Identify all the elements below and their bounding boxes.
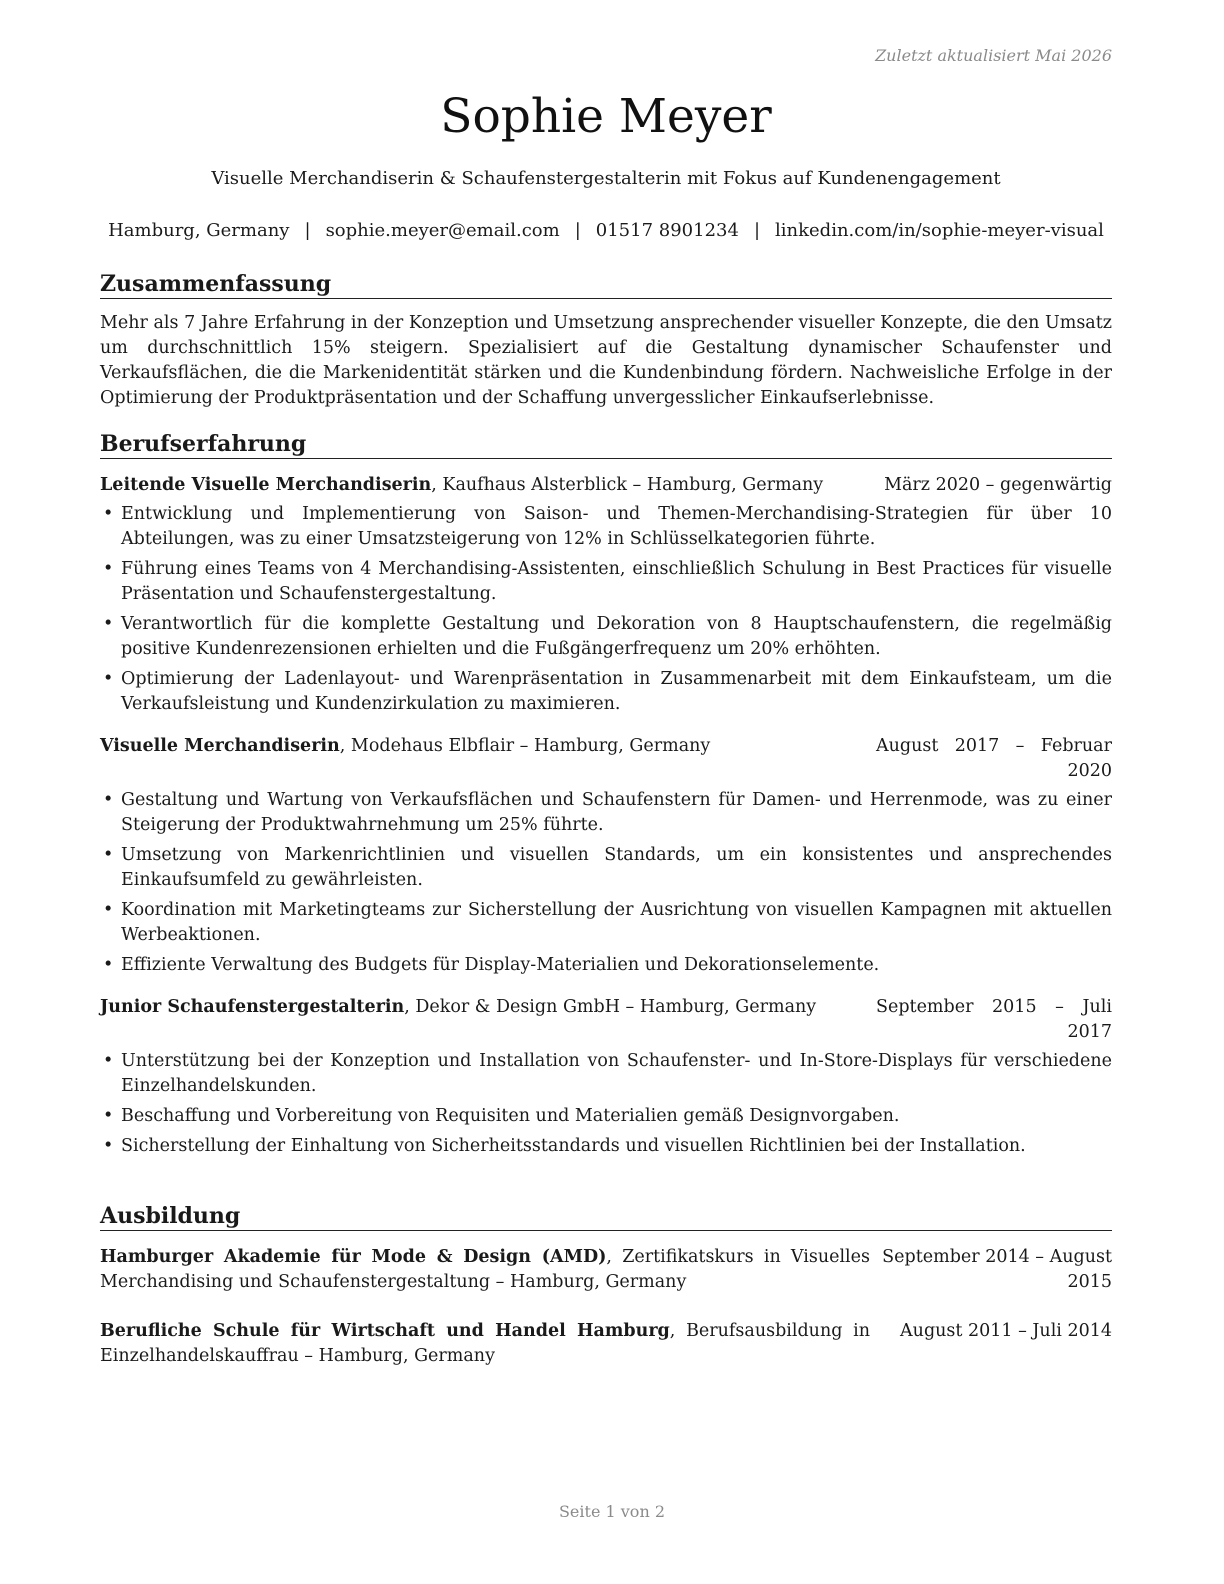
job-dates: August 2017 – Februar 2020 — [876, 736, 1112, 781]
education-institution: Hamburger Akademie für Mode & Design (AMD) — [100, 1247, 607, 1267]
contact-line — [100, 220, 1112, 241]
list-item: • Entwicklung und Implementierung von Saison- und Themen-Merchandising-Strategien für über 10 Abteilungen, was zu einer Umsatzsteigerung von 12% in Schlüsselkategorien führte. — [103, 504, 1112, 549]
list-item: • Führung eines Teams von 4 Merchandising-Assistenten, einschließlich Schulung in Best Practices für visuelle Präsentation und Schaufenstergestaltung. — [103, 559, 1112, 604]
education-dates: September 2014 – August 2015 — [882, 1247, 1112, 1292]
job-entry — [100, 734, 1112, 978]
contact-location: Hamburg, Germany — [108, 220, 290, 241]
job-bullets — [100, 1049, 1112, 1159]
summary-heading: Zusammenfassung — [100, 270, 1112, 299]
job-bullets — [100, 502, 1112, 717]
list-item: • Sicherstellung der Einhaltung von Sicherheitsstandards und visuellen Richtlinien bei der Installation. — [100, 1134, 1112, 1159]
list-item: • Unterstützung bei der Konzeption und Installation von Schaufenster- und In-Store-Displays für verschiedene Einzelhandelskunden. — [103, 1051, 1112, 1096]
candidate-name: Sophie Meyer — [440, 89, 772, 144]
job-title: Visuelle Merchandiserin — [100, 736, 340, 756]
contact-phone: 01517 8901234 — [595, 220, 739, 241]
job-title: Junior Schaufenstergestalterin — [100, 997, 405, 1017]
job-entry — [100, 995, 1112, 1159]
job-header — [100, 473, 1112, 498]
education-detail: , Berufsausbildung in Einzelhandelskauffrau – Hamburg, Germany — [100, 1321, 870, 1366]
list-item: • Verantwortlich für die komplette Gestaltung und Dekoration von 8 Hauptschaufenstern, die regelmäßig positive Kundenrezensionen erhielten und die Fußgängerfrequenz um 20% erhöhten. — [103, 614, 1112, 659]
contact-email[interactable]: sophie.meyer@email.com — [325, 220, 560, 241]
education-entry — [100, 1245, 1112, 1295]
list-item: • Effiziente Verwaltung des Budgets für Display-Materialien und Dekorationselemente. — [100, 953, 1112, 978]
contact-linkedin[interactable]: linkedin.com/in/sophie-meyer-visual — [775, 220, 1104, 241]
job-title: Leitende Visuelle Merchandiserin — [100, 475, 432, 495]
job-employer: , Kaufhaus Alsterblick – Hamburg, Germany — [431, 475, 824, 495]
job-dates: September 2015 – Juli 2017 — [876, 997, 1112, 1042]
job-bullets — [100, 788, 1112, 978]
page-number: Seite 1 von 2 — [558, 1502, 666, 1521]
bullet-icon: • — [103, 1106, 114, 1126]
bullet-icon: • — [103, 955, 114, 975]
last-updated: Zuletzt aktualisiert Mai 2026 — [875, 46, 1112, 65]
education-detail: , Zertifikatskurs in Visuelles Merchandising und Schaufenstergestaltung – Hamburg, Germany — [100, 1247, 870, 1292]
contact-separator: | — [574, 220, 581, 241]
job-header — [100, 734, 1112, 784]
list-item: • Umsetzung von Markenrichtlinien und visuellen Standards, um ein konsistentes und ansprechendes Einkaufsumfeld zu gewährleisten. — [103, 845, 1112, 890]
resume-page — [100, 0, 1112, 1584]
list-item: • Beschaffung und Vorbereitung von Requisiten und Materialien gemäß Designvorgaben. — [100, 1104, 1112, 1129]
bullet-icon: • — [103, 790, 114, 810]
education-entry — [100, 1319, 1112, 1369]
list-item: • Gestaltung und Wartung von Verkaufsflächen und Schaufenstern für Damen- und Herrenmode, was zu einer Steigerung der Produktwahrnehmung um 25% führte. — [103, 790, 1112, 835]
experience-section — [100, 430, 1112, 1164]
bullet-icon: • — [103, 845, 114, 865]
education-heading: Ausbildung — [100, 1202, 1112, 1231]
bullet-icon: • — [103, 504, 114, 524]
summary-text: Mehr als 7 Jahre Erfahrung in der Konzeption und Umsetzung ansprechender visueller Konzepte, die den Umsatz um durchschnittlich 15% steigern. Spezialisiert auf die Gestaltung dynamischer Schaufenster und Verkaufsflächen, die die Markenidentität stärken und die Kundenbindung fördern. Nachweisliche Erfolge in der Optimierung der Produktpräsentation und der Schaffung unvergesslicher Einkaufserlebnisse. — [100, 313, 1112, 408]
bullet-icon: • — [103, 1051, 114, 1071]
bullet-icon: • — [103, 559, 114, 579]
education-dates: August 2011 – Juli 2014 — [900, 1321, 1112, 1341]
bullet-icon: • — [103, 900, 114, 920]
job-employer: , Modehaus Elbflair – Hamburg, Germany — [339, 736, 711, 756]
education-section — [100, 1202, 1112, 1369]
tagline: Visuelle Merchandiserin & Schaufenstergestalterin mit Fokus auf Kundenengagement — [211, 168, 1001, 189]
education-institution: Berufliche Schule für Wirtschaft und Handel Hamburg — [100, 1321, 670, 1341]
bullet-icon: • — [103, 614, 114, 634]
summary-section — [100, 270, 1112, 411]
bullet-icon: • — [103, 1136, 114, 1156]
education-text — [100, 1319, 870, 1369]
contact-separator: | — [753, 220, 761, 241]
job-entry — [100, 473, 1112, 717]
bullet-icon: • — [103, 669, 114, 689]
education-text — [100, 1245, 870, 1295]
job-header — [100, 995, 1112, 1045]
experience-heading: Berufserfahrung — [100, 430, 1112, 459]
contact-separator: | — [304, 220, 311, 241]
job-dates: März 2020 – gegenwärtig — [884, 475, 1112, 495]
job-employer: , Dekor & Design GmbH – Hamburg, Germany — [404, 997, 817, 1017]
list-item: • Optimierung der Ladenlayout- und Warenpräsentation in Zusammenarbeit mit dem Einkaufsteam, um die Verkaufsleistung und Kundenzirkulation zu maximieren. — [103, 669, 1112, 714]
list-item: • Koordination mit Marketingteams zur Sicherstellung der Ausrichtung von visuellen Kampagnen mit aktuellen Werbeaktionen. — [103, 900, 1112, 945]
